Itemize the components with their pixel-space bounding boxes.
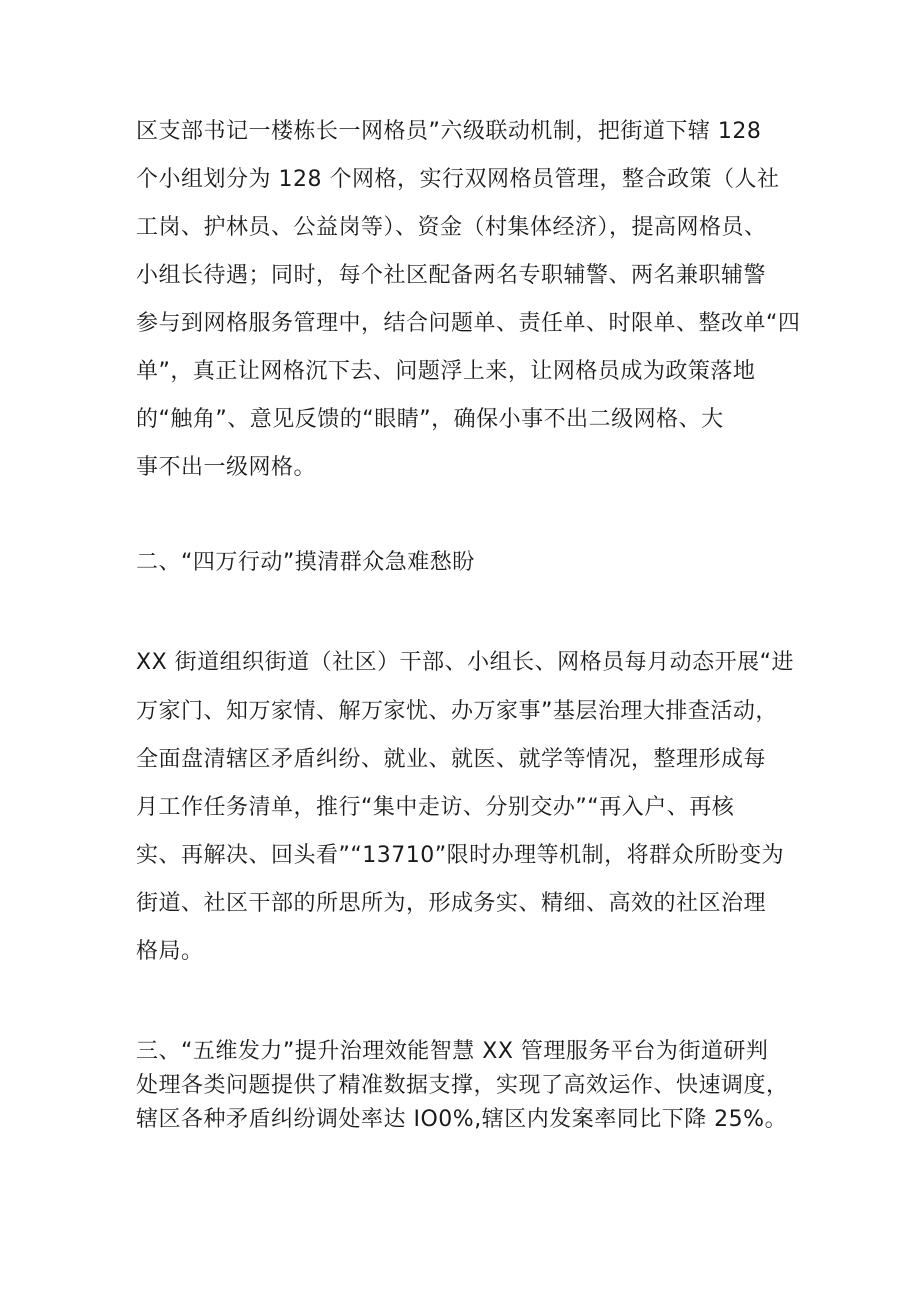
paragraph-line: 的“触角”、意见反馈的“眼睛”，确保小事不出二级网格、大 [136, 407, 724, 432]
paragraph-line: 个小组划分为 128 个网格，实行双网格员管理，整合政策（人社 [136, 167, 780, 192]
paragraph-line: 单”，真正让网格沉下去、问题浮上来，让网格员成为政策落地 [136, 359, 756, 384]
paragraph-line: 处理各类问题提供了精准数据支撑，实现了高效运作、快速调度， [136, 1073, 789, 1098]
paragraph-line: 三、“五维发力”提升治理效能智慧 XX 管理服务平台为街道研判 [136, 1039, 769, 1064]
paragraph-line: 月工作任务清单，推行“集中走访、分别交办”“再入户、再核 [136, 795, 735, 820]
paragraph-line: 万家门、知万家情、解万家忧、办万家事”基层治理大排查活动， [136, 699, 778, 724]
paragraph-line: 参与到网格服务管理中，结合问题单、责任单、时限单、整改单“四 [136, 311, 801, 336]
paragraph-line: 区支部书记一楼栋长一网格员”六级联动机制，把街道下辖 128 [136, 119, 762, 144]
paragraph-line: 事不出一级网格。 [136, 455, 317, 480]
paragraph-line: 小组长待遇；同时，每个社区配备两名专职辅警、两名兼职辅警 [136, 263, 767, 288]
paragraph-line: 辖区各种矛盾纠纷调处率达 IO0%,辖区内发案率同比下降 25%。 [136, 1107, 788, 1132]
paragraph-line: 工岗、护林员、公益岗等）、资金（村集体经济），提高网格员、 [136, 215, 767, 240]
paragraph-line: XX 街道组织街道（社区）干部、小组长、网格员每月动态开展“进 [136, 650, 795, 675]
paragraph-line: 格局。 [136, 939, 204, 964]
paragraph-line: 街道、社区干部的所思所为，形成务实、精细、高效的社区治理 [136, 891, 767, 916]
paragraph-line: 实、再解决、回头看”“13710”限时办理等机制，将群众所盼变为 [136, 843, 785, 868]
paragraph-line: 全面盘清辖区矛盾纠纷、就业、就医、就学等情况，整理形成每 [136, 747, 767, 772]
section-heading-four-wan: 二、“四万行动”摸清群众急难愁盼 [136, 550, 475, 575]
